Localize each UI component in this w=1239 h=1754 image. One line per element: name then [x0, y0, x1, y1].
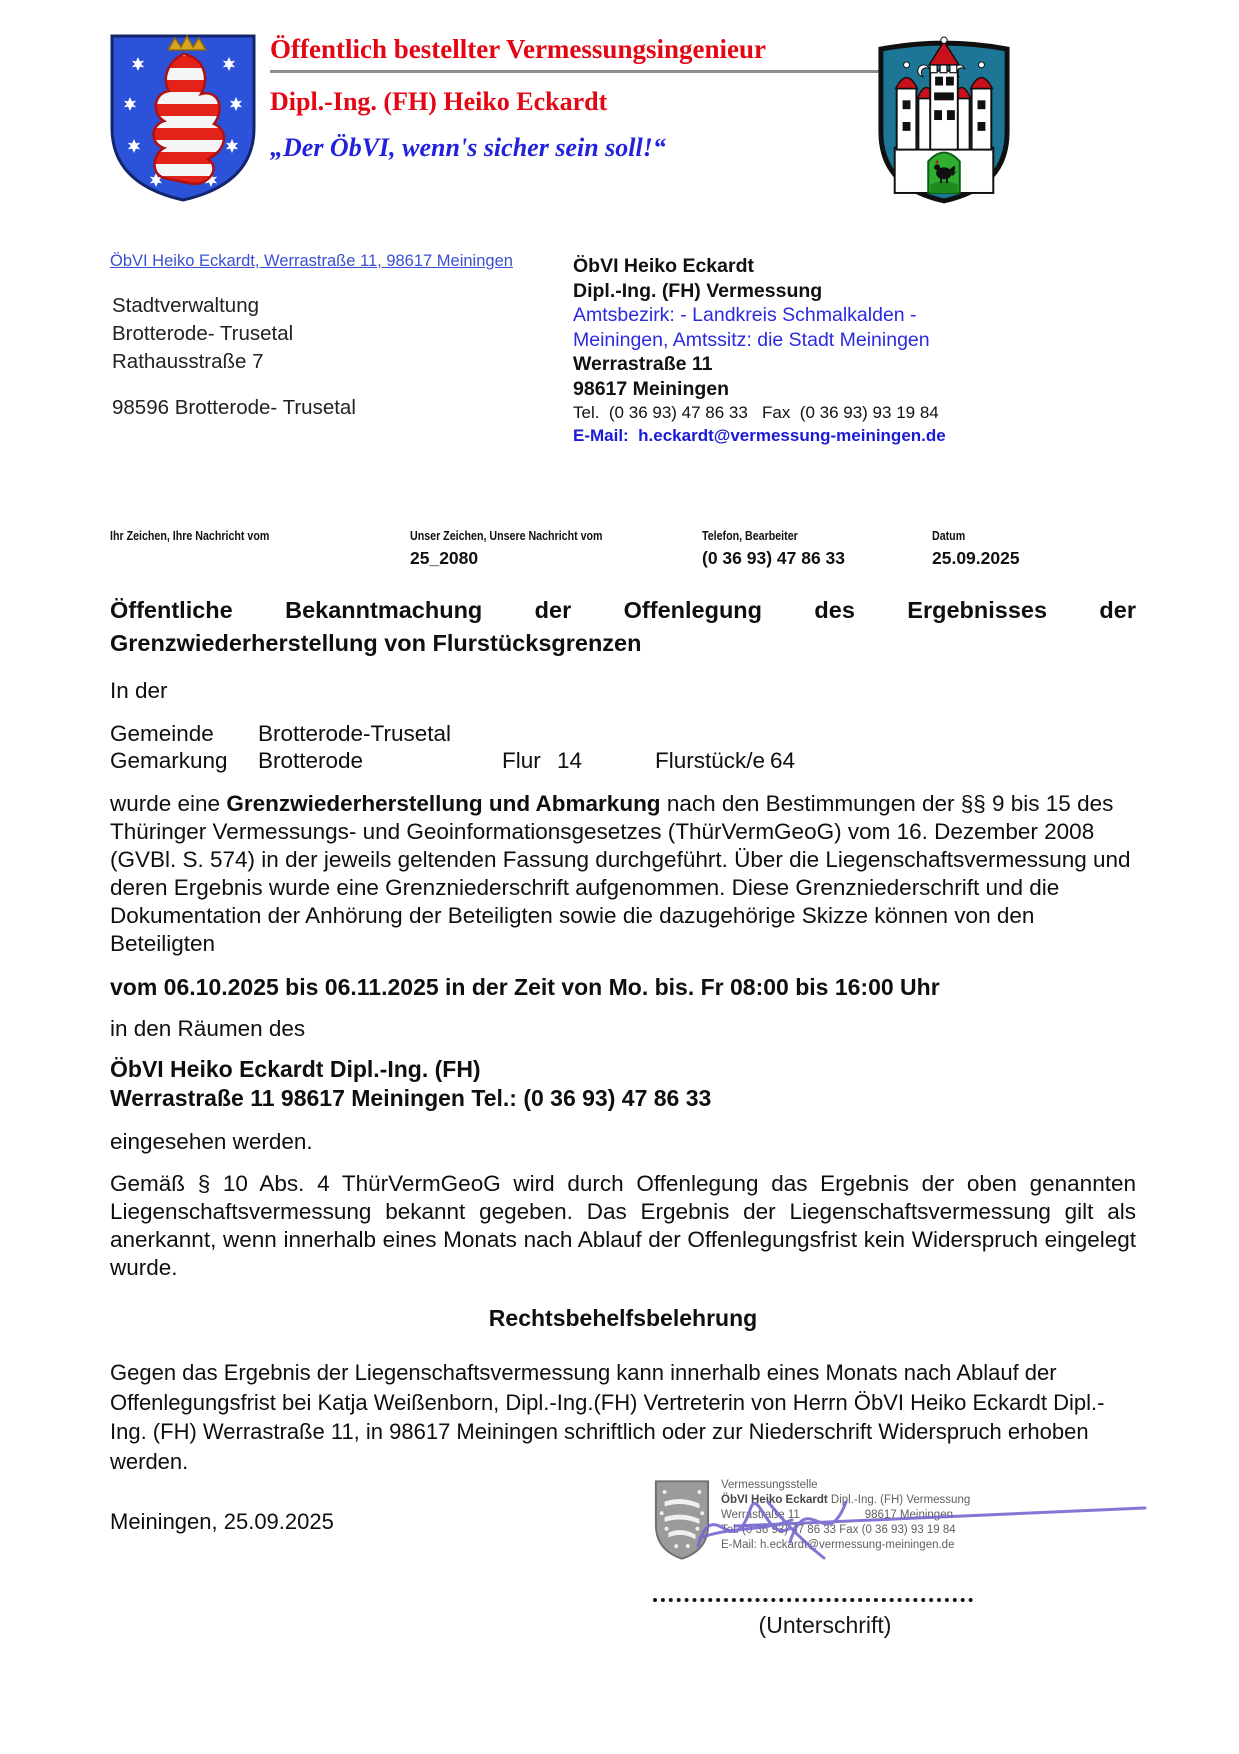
ref-date: Datum 25.09.2025 [932, 528, 1020, 568]
office-name: ÖbVI Heiko Eckardt [573, 255, 754, 277]
office-district-line: Meiningen, Amtssitz: die Stadt Meiningen [573, 328, 930, 351]
letterhead-slogan: „Der ÖbVI, wenn's sicher sein soll!“ [270, 133, 666, 163]
ref-your-sign: Ihr Zeichen, Ihre Nachricht vom [110, 528, 270, 543]
paragraph-offenlegung: Gemäß § 10 Abs. 4 ThürVermGeoG wird durch Offenlegung das Ergebnis der oben genannten Liegenschaftsvermessung bekannt gegeben. Das Ergebnis der Liegenschaftsvermessung gilt als anerkannt, wenn innerhalb eines Monats nach Ablauf der Offenlegungsfrist kein Widerspruch eingelegt wurde. [110, 1171, 1136, 1280]
recipient-address [112, 292, 293, 376]
stamp-line: Vermessungsstelle [721, 1479, 818, 1491]
office-city: 98617 Meiningen [573, 377, 730, 400]
appeal-heading: Rechtsbehelfsbelehrung [488, 1305, 758, 1331]
recipient-city-line: 98596 Brotterode- Trusetal [112, 396, 356, 419]
office-email: E-Mail: h.eckardt@vermessung-meiningen.de [573, 426, 946, 445]
parcel-table [110, 720, 1136, 774]
inspection-period-line: vom 06.10.2025 bis 06.11.2025 in der Zeit von Mo. bis. Fr 08:00 bis 16:00 Uhr [110, 974, 940, 1000]
office-stamp [653, 1478, 983, 1562]
stamp-coat-of-arms-icon [653, 1478, 711, 1562]
recipient-line: Stadtverwaltung [112, 294, 260, 317]
table-row: Gemarkung Brotterode Flur 14 Flurstück/e 64 [110, 748, 796, 773]
rooms-line: in den Räumen des [110, 1016, 306, 1041]
recipient-line: Brotterode- Trusetal [112, 322, 294, 345]
meiningen-coat-of-arms [875, 36, 1013, 208]
ref-our-sign: Unser Zeichen, Unsere Nachricht vom 25_2080 [410, 528, 603, 568]
intro-line: In der [110, 678, 168, 703]
paragraph-legal-basis: wurde eine Grenzwiederherstellung und Abmarkung nach den Bestimmungen der §§ 9 bis 15 des Thüringer Vermessungs- und Geoinformationsgesetzes (ThürVermGeoG) vom 16. Dezember 2008 (GVBl. S. 574) in der jeweils geltenden Fassung durchgeführt. Über die Liegenschaftsvermessung und deren Ergebnis wurde eine Grenzniederschrift aufgenommen. Diese Grenzniederschrift und die Dokumentation der Anhörung der Beteiligten sowie die dazugehörige Skizze können von den Beteiligten [110, 791, 1131, 956]
office-street: Werrastraße 11 [573, 353, 713, 375]
letterhead-divider [270, 70, 967, 73]
office-phone-fax: Tel. (0 36 93) 47 86 33 Fax (0 36 93) 93 19 84 [573, 403, 939, 422]
sender-return-address: ÖbVI Heiko Eckardt, Werrastraße 11, 98617 Meiningen [110, 252, 513, 270]
office-info-block [573, 254, 1033, 447]
stamp-line: Werrastraße 11 98617 Meiningen [721, 1509, 953, 1521]
subject-heading: Öffentliche Bekanntmachung der Offenlegung des Ergebnisses der Grenzwiederherstellung von Flurstücksgrenzen [110, 597, 1136, 656]
letterhead-title: Öffentlich bestellter Vermessungsingenieur [270, 34, 766, 64]
stamp-line: E-Mail: h.eckardt@vermessung-meiningen.de [721, 1539, 955, 1551]
place-date-line: Meiningen, 25.09.2025 [110, 1509, 334, 1534]
ref-phone-editor: Telefon, Bearbeiter (0 36 93) 47 86 33 [702, 528, 846, 568]
office-district-line: Amtsbezirk: - Landkreis Schmalkalden - [573, 304, 917, 326]
letterhead-name: Dipl.-Ing. (FH) Heiko Eckardt [270, 87, 608, 117]
office-role: Dipl.-Ing. (FH) Vermessung [573, 279, 823, 302]
recipient-line: Rathausstraße 7 [112, 350, 264, 373]
reference-row [110, 527, 1140, 579]
paragraph-appeal: Gegen das Ergebnis der Liegenschaftsvermessung kann innerhalb eines Monats nach Ablauf der Offenlegungsfrist bei Katja Weißenborn, Dipl.-Ing.(FH) Vertreterin von Herrn ÖbVI Heiko Eckardt Dipl.-Ing. (FH) Werrastraße 11, in 98617 Meiningen schriftlich oder zur Niederschrift Widerspruch erhoben werden. [110, 1360, 1105, 1474]
signature-caption: (Unterschrift) [758, 1612, 892, 1638]
stamp-line: Tel. (0 36 93) 47 86 33 Fax (0 36 93) 93 19 84 [721, 1524, 956, 1536]
stamp-text [721, 1478, 983, 1562]
seen-line: eingesehen werden. [110, 1129, 313, 1154]
table-row: Gemeinde Brotterode-Trusetal [110, 721, 451, 746]
thuringia-coat-of-arms [106, 32, 260, 204]
inspection-office-lines: ÖbVI Heiko Eckardt Dipl.-Ing. (FH) Werrastraße 11 98617 Meiningen Tel.: (0 36 93) 47 86 33 [110, 1056, 712, 1111]
bold-measure-type: Grenzwiederherstellung und Abmarkung [226, 791, 661, 816]
stamp-line: ÖbVI Heiko Eckardt Dipl.-Ing. (FH) Vermessung [721, 1494, 971, 1506]
letter-body [110, 594, 1136, 1536]
signature-dotted-line [653, 1586, 973, 1602]
